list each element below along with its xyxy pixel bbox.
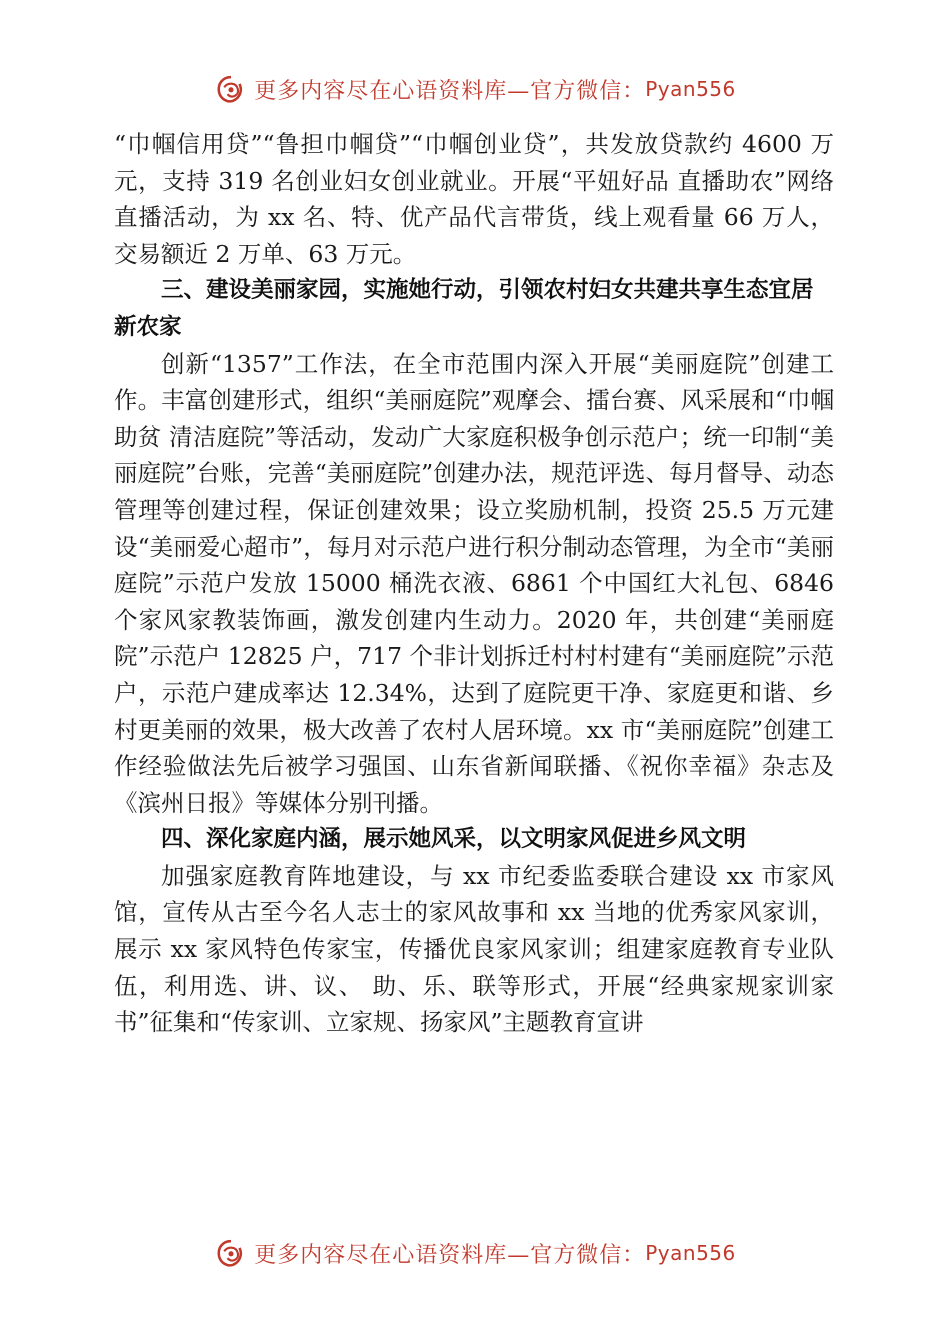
document-body — [114, 126, 834, 1041]
logo-icon — [214, 72, 248, 106]
section-heading-3: 三、建设美丽家园，实施她行动，引领农村妇女共建共享生态宜居新农家 — [114, 277, 814, 340]
footer-watermark — [0, 1236, 950, 1270]
paragraph-beautiful-courtyard: 创新“1357”工作法，在全市范围内深入开展“美丽庭院”创建工作。丰富创建形式，组织“美丽庭院”观摩会、擂台赛、风采展和“巾帼助贫 清洁庭院”等活动，发动广大家庭积极争创示范户；统一印制“美丽庭院”台账，完善“美丽庭院”创建办法，规范评选、每月督导、动态管理等创建过程，保证创建效果；设立奖励机制，投资 25.5 万元建设“美丽爱心超市”，每月对示范户进行积分制动态管理，为全市“美丽庭院”示范户发放 15000 桶洗衣液、6861 个中国红大礼包、6846 个家风家教装饰画，激发创建内生动力。2020 年，共创建“美丽庭院”示范户 12825 户，717 个非计划拆迁村村村建有“美丽庭院”示范户，示范户建成率达 12.34%，达到了庭院更干净、家庭更和谐、乡村更美丽的效果，极大改善了农村人居环境。xx 市“美丽庭院”创建工作经验做法先后被学习强国、山东省新闻联播、《祝你幸福》杂志及《滨州日报》等媒体分别刊播。 — [114, 349, 834, 817]
paragraph-loans: “巾帼信用贷”“鲁担巾帼贷”“巾帼创业贷”，共发放贷款约 4600 万元，支持 319 名创业妇女创业就业。开展“平妞好品 直播助农”网络直播活动，为 xx 名、特、优产品代言带货，线上观看量 66 万人，交易额近 2 万单、63 万元。 — [114, 130, 834, 268]
watermark-text: 更多内容尽在心语资料库—官方微信： — [254, 1242, 646, 1268]
logo-icon — [214, 1236, 248, 1270]
watermark-wechat-id: Pyan556 — [645, 1241, 736, 1265]
watermark-wechat-id: Pyan556 — [645, 77, 736, 101]
section-heading-4: 四、深化家庭内涵，展示她风采，以文明家风促进乡风文明 — [161, 826, 747, 853]
header-watermark — [0, 72, 950, 106]
paragraph-family-education: 加强家庭教育阵地建设，与 xx 市纪委监委联合建设 xx 市家风馆，宣传从古至今名人志士的家风故事和 xx 当地的优秀家风家训，展示 xx 家风特色传家宝，传播优良家风家训；组建家庭教育专业队伍，利用选、讲、议、 助、乐、联等形式，开展“经典家规家训家书”征集和“传家训、立家规、扬家风”主题教育宣讲 — [114, 861, 834, 1037]
watermark-text: 更多内容尽在心语资料库—官方微信： — [254, 78, 646, 104]
